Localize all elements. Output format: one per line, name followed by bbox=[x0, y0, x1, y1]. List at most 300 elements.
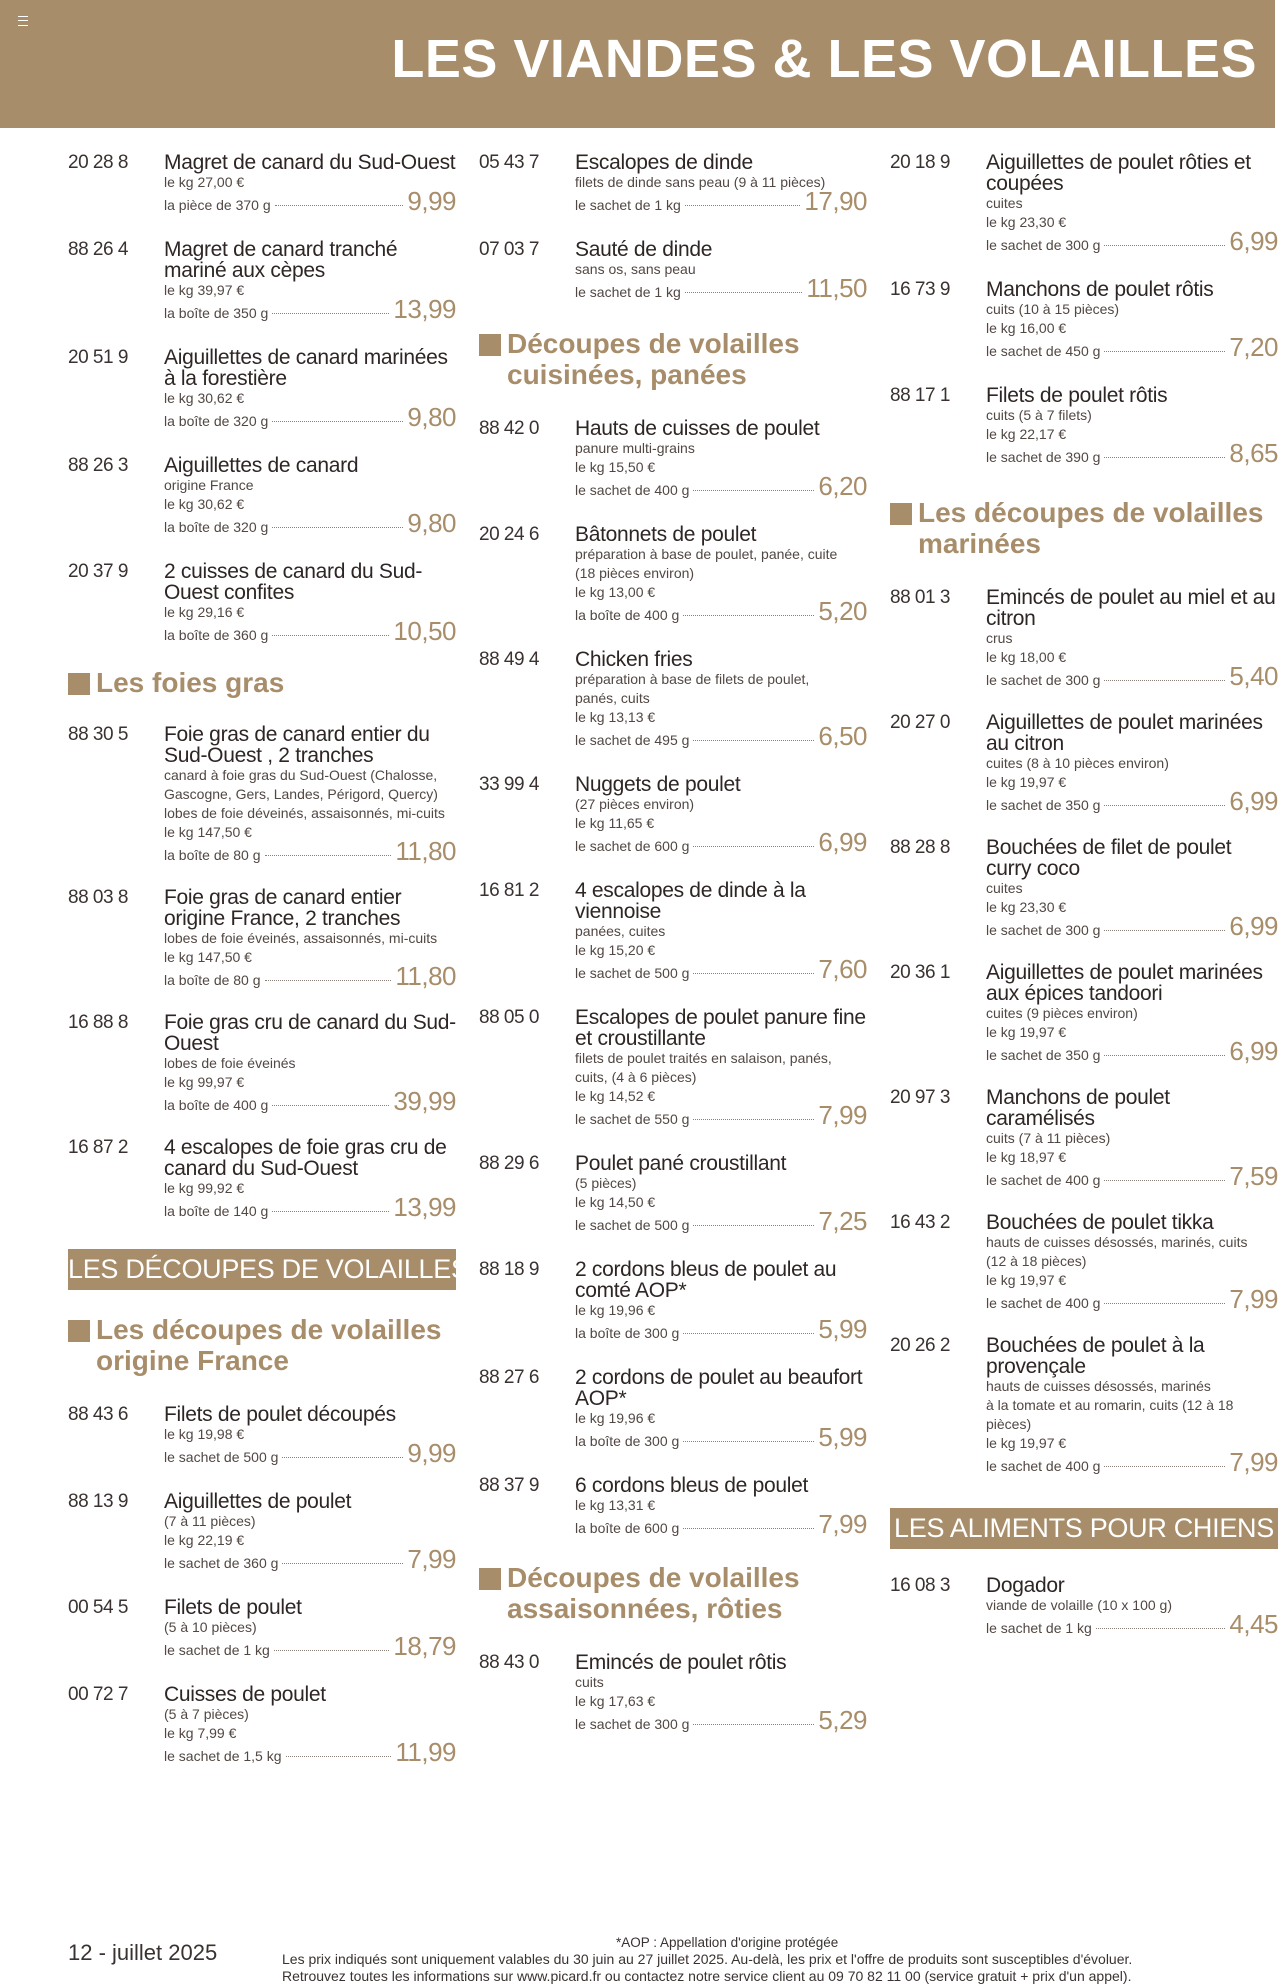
product-unit: la boîte de 300 g bbox=[575, 1325, 680, 1341]
product-detail: le kg 18,97 € bbox=[986, 1149, 1067, 1165]
price-line bbox=[575, 1314, 867, 1344]
product-detail: le kg 15,20 € bbox=[575, 942, 656, 958]
price-line bbox=[164, 1192, 456, 1222]
product-detail: cuits bbox=[575, 1674, 604, 1690]
legal-line-2: Retrouvez toutes les informations sur www.picard.fr ou contactez notre service client au 09 70 82 11 00 (service gratuit + prix d'un appel). bbox=[282, 1968, 1132, 1984]
product-item bbox=[479, 152, 867, 215]
product-price: 7,99 bbox=[818, 1509, 867, 1539]
product-name: 2 cuisses de canard du Sud-Ouest confites bbox=[164, 560, 423, 604]
product-name: Magret de canard du Sud-Ouest bbox=[164, 151, 456, 174]
product-detail: (18 pièces environ) bbox=[575, 565, 695, 581]
page-number: 12 - juillet 2025 bbox=[68, 1940, 218, 1965]
product-code: 00 72 7 bbox=[68, 1684, 128, 1705]
product-detail: le kg 27,00 € bbox=[164, 174, 245, 190]
product-price: 13,99 bbox=[393, 1192, 456, 1222]
product-detail: le kg 22,17 € bbox=[986, 426, 1067, 442]
product-item bbox=[479, 1652, 867, 1734]
product-detail: filets de dinde sans peau (9 à 11 pièces) bbox=[575, 174, 826, 190]
section-square-icon bbox=[68, 673, 90, 695]
product-name: Filets de poulet rôtis bbox=[986, 384, 1168, 407]
product-detail: cuites bbox=[986, 880, 1023, 896]
product-unit: le sachet de 300 g bbox=[986, 237, 1101, 253]
product-code: 88 42 0 bbox=[479, 418, 539, 439]
dot-leader bbox=[1104, 351, 1225, 352]
product-name: Magret de canard tranché mariné aux cèpes bbox=[164, 238, 398, 282]
product-code: 20 26 2 bbox=[890, 1335, 950, 1356]
product-detail: le kg 16,00 € bbox=[986, 320, 1067, 336]
dot-leader bbox=[1104, 457, 1225, 458]
page-header bbox=[0, 0, 1275, 128]
product-name: Filets de poulet découpés bbox=[164, 1403, 396, 1426]
product-detail: le kg 19,96 € bbox=[575, 1302, 656, 1318]
product-unit: le sachet de 1 kg bbox=[575, 284, 681, 300]
product-code: 16 88 8 bbox=[68, 1012, 128, 1033]
product-item bbox=[479, 239, 867, 302]
dot-leader bbox=[693, 1225, 814, 1226]
product-detail: cuites bbox=[986, 195, 1023, 211]
product-code: 16 81 2 bbox=[479, 880, 539, 901]
product-code: 16 08 3 bbox=[890, 1575, 950, 1596]
product-name: Aiguillettes de canard marinées à la forestière bbox=[164, 346, 448, 390]
price-line bbox=[986, 661, 1278, 691]
product-price: 5,99 bbox=[818, 1314, 867, 1344]
product-price: 17,90 bbox=[804, 186, 867, 216]
product-name: 4 escalopes de foie gras cru de canard du Sud-Ouest bbox=[164, 1136, 447, 1180]
product-code: 88 27 6 bbox=[479, 1367, 539, 1388]
product-item bbox=[68, 152, 456, 215]
dot-leader bbox=[265, 980, 392, 981]
product-code: 88 03 8 bbox=[68, 887, 128, 908]
legal-line-1: Les prix indiqués sont uniquement valables du 30 juin au 27 juillet 2025. Au-delà, les prix et l'offre de produits sont susceptibles d'évoluer. bbox=[282, 1951, 1133, 1967]
product-detail: le kg 13,00 € bbox=[575, 584, 656, 600]
product-name: Emincés de poulet au miel et au citron bbox=[986, 586, 1276, 630]
price-line bbox=[575, 827, 867, 857]
dot-leader bbox=[685, 292, 803, 293]
product-unit: la boîte de 320 g bbox=[164, 519, 269, 535]
product-unit: le sachet de 300 g bbox=[575, 1716, 690, 1732]
product-detail: le kg 30,62 € bbox=[164, 390, 245, 406]
section-title-foies-gras: Les foies gras bbox=[68, 667, 456, 698]
product-unit: le sachet de 350 g bbox=[986, 797, 1101, 813]
product-name: Foie gras de canard entier origine France, 2 tranches bbox=[164, 886, 402, 930]
price-line bbox=[164, 961, 456, 991]
dot-leader bbox=[693, 490, 814, 491]
product-name: Bâtonnets de poulet bbox=[575, 523, 757, 546]
product-price: 5,40 bbox=[1229, 661, 1278, 691]
product-item bbox=[890, 152, 1278, 255]
product-detail: (5 à 10 pièces) bbox=[164, 1619, 257, 1635]
price-line bbox=[986, 1609, 1278, 1639]
dot-leader bbox=[282, 1457, 403, 1458]
price-line bbox=[164, 1544, 456, 1574]
product-detail: préparation à base de poulet, panée, cuite bbox=[575, 546, 838, 562]
price-line bbox=[164, 294, 456, 324]
product-price: 9,80 bbox=[407, 508, 456, 538]
product-price: 8,65 bbox=[1229, 438, 1278, 468]
price-line bbox=[164, 1631, 456, 1661]
product-price: 7,25 bbox=[818, 1206, 867, 1236]
product-name: 6 cordons bleus de poulet bbox=[575, 1474, 809, 1497]
product-price: 6,99 bbox=[1229, 911, 1278, 941]
product-unit: la boîte de 320 g bbox=[164, 413, 269, 429]
product-detail: le kg 29,16 € bbox=[164, 604, 245, 620]
product-unit: le sachet de 600 g bbox=[575, 838, 690, 854]
dot-leader bbox=[282, 1563, 403, 1564]
product-detail: le kg 30,62 € bbox=[164, 496, 245, 512]
product-item bbox=[890, 279, 1278, 361]
product-name: Filets de poulet bbox=[164, 1596, 302, 1619]
product-price: 11,80 bbox=[395, 836, 456, 866]
product-unit: le sachet de 300 g bbox=[986, 922, 1101, 938]
column-2 bbox=[479, 152, 867, 1734]
section-title-roties: Découpes de volailles assaisonnées, rôties bbox=[479, 1562, 867, 1624]
aop-footnote: *AOP : Appellation d'origine protégée bbox=[616, 1935, 839, 1950]
product-unit: le sachet de 350 g bbox=[986, 1047, 1101, 1063]
product-code: 20 36 1 bbox=[890, 962, 950, 983]
product-detail: préparation à base de filets de poulet, bbox=[575, 671, 810, 687]
price-line bbox=[575, 186, 867, 216]
product-detail: cuits (10 à 15 pièces) bbox=[986, 301, 1120, 317]
product-detail: lobes de foie déveinés, assaisonnés, mi-cuits bbox=[164, 805, 445, 821]
product-code: 20 97 3 bbox=[890, 1087, 950, 1108]
product-item bbox=[68, 1012, 456, 1115]
product-price: 7,99 bbox=[1229, 1447, 1278, 1477]
dot-leader bbox=[272, 527, 403, 528]
column-3 bbox=[890, 152, 1278, 1638]
product-detail: origine France bbox=[164, 477, 254, 493]
product-detail: le kg 19,97 € bbox=[986, 1272, 1067, 1288]
product-item bbox=[479, 880, 867, 983]
product-code: 07 03 7 bbox=[479, 239, 539, 260]
product-name: Manchons de poulet rôtis bbox=[986, 278, 1214, 301]
price-line bbox=[575, 1206, 867, 1236]
dot-leader bbox=[286, 1756, 392, 1757]
product-detail: canard à foie gras du Sud-Ouest (Chalosse, Gascogne, Gers, Landes, Périgord, Quercy) bbox=[164, 767, 438, 802]
product-price: 11,50 bbox=[806, 273, 867, 303]
product-unit: la boîte de 80 g bbox=[164, 847, 261, 863]
dot-leader bbox=[693, 1119, 814, 1120]
price-line bbox=[986, 786, 1278, 816]
product-name: Cuisses de poulet bbox=[164, 1683, 326, 1706]
product-code: 00 54 5 bbox=[68, 1597, 128, 1618]
product-detail: le kg 39,97 € bbox=[164, 282, 245, 298]
product-item bbox=[68, 455, 456, 537]
product-price: 6,20 bbox=[818, 471, 867, 501]
product-code: 20 51 9 bbox=[68, 347, 128, 368]
section-title-cuisinees: Découpes de volailles cuisinées, panées bbox=[479, 328, 867, 390]
product-code: 33 99 4 bbox=[479, 774, 539, 795]
product-code: 88 13 9 bbox=[68, 1491, 128, 1512]
product-code: 88 49 4 bbox=[479, 649, 539, 670]
product-unit: le sachet de 400 g bbox=[986, 1172, 1101, 1188]
product-item bbox=[68, 561, 456, 645]
dot-leader bbox=[1104, 1180, 1225, 1181]
product-price: 4,45 bbox=[1229, 1609, 1278, 1639]
price-line bbox=[986, 911, 1278, 941]
product-item bbox=[68, 1597, 456, 1660]
product-item bbox=[479, 649, 867, 750]
product-code: 88 28 8 bbox=[890, 837, 950, 858]
dot-leader bbox=[275, 205, 404, 206]
product-name: Hauts de cuisses de poulet bbox=[575, 417, 820, 440]
product-price: 10,50 bbox=[393, 616, 456, 646]
price-line bbox=[986, 438, 1278, 468]
product-unit: le sachet de 550 g bbox=[575, 1111, 690, 1127]
product-detail: hauts de cuisses désossés, marinés, cuits bbox=[986, 1234, 1248, 1250]
product-unit: le sachet de 300 g bbox=[986, 672, 1101, 688]
product-unit: le sachet de 400 g bbox=[575, 482, 690, 498]
product-code: 88 43 6 bbox=[68, 1404, 128, 1425]
product-unit: la boîte de 400 g bbox=[575, 607, 680, 623]
product-code: 88 26 4 bbox=[68, 239, 128, 260]
price-line bbox=[164, 186, 456, 216]
price-line bbox=[575, 954, 867, 984]
product-price: 9,99 bbox=[407, 186, 456, 216]
price-line bbox=[986, 1447, 1278, 1477]
price-line bbox=[164, 616, 456, 646]
price-line bbox=[164, 508, 456, 538]
product-detail: le kg 147,50 € bbox=[164, 949, 252, 965]
product-detail: le kg 19,97 € bbox=[986, 774, 1067, 790]
product-code: 20 27 0 bbox=[890, 712, 950, 733]
dot-leader bbox=[1104, 680, 1225, 681]
product-item bbox=[479, 524, 867, 625]
product-name: Poulet pané croustillant bbox=[575, 1152, 787, 1175]
product-price: 9,80 bbox=[407, 402, 456, 432]
price-line bbox=[986, 1161, 1278, 1191]
product-price: 5,99 bbox=[818, 1422, 867, 1452]
product-code: 20 28 8 bbox=[68, 152, 128, 173]
product-detail: filets de poulet traités en salaison, panés, bbox=[575, 1050, 832, 1066]
price-line bbox=[575, 1100, 867, 1130]
product-unit: le sachet de 450 g bbox=[986, 343, 1101, 359]
product-detail: le kg 99,97 € bbox=[164, 1074, 245, 1090]
product-unit: le sachet de 1 kg bbox=[164, 1642, 270, 1658]
product-item bbox=[68, 887, 456, 990]
product-item bbox=[68, 239, 456, 323]
section-title-marinees: Les découpes de volailles marinées bbox=[890, 497, 1278, 559]
product-price: 6,99 bbox=[1229, 226, 1278, 256]
product-detail: le kg 19,97 € bbox=[986, 1435, 1067, 1451]
dot-leader bbox=[693, 740, 814, 741]
product-price: 7,99 bbox=[818, 1100, 867, 1130]
product-item bbox=[68, 1491, 456, 1573]
product-price: 7,59 bbox=[1229, 1161, 1278, 1191]
product-price: 39,99 bbox=[393, 1086, 456, 1116]
product-name: 4 escalopes de dinde à la viennoise bbox=[575, 879, 806, 923]
product-price: 5,20 bbox=[818, 596, 867, 626]
product-item bbox=[68, 1404, 456, 1467]
product-price: 11,99 bbox=[395, 1737, 456, 1767]
product-name: Manchons de poulet caramélisés bbox=[986, 1086, 1170, 1130]
dot-leader bbox=[1104, 1466, 1225, 1467]
product-detail: cuits, (4 à 6 pièces) bbox=[575, 1069, 697, 1085]
product-unit: le sachet de 500 g bbox=[575, 1217, 690, 1233]
product-item bbox=[68, 1684, 456, 1766]
product-item bbox=[479, 1259, 867, 1343]
product-name: 2 cordons de poulet au beaufort AOP* bbox=[575, 1366, 863, 1410]
product-detail: le kg 13,31 € bbox=[575, 1497, 656, 1513]
product-unit: la boîte de 300 g bbox=[575, 1433, 680, 1449]
dot-leader bbox=[272, 421, 403, 422]
product-detail: le kg 19,98 € bbox=[164, 1426, 245, 1442]
product-detail: (12 à 18 pièces) bbox=[986, 1253, 1087, 1269]
section-title-origine-france: Les découpes de volailles origine France bbox=[68, 1314, 456, 1376]
product-unit: le sachet de 400 g bbox=[986, 1458, 1101, 1474]
product-name: Aiguillettes de poulet marinées au citron bbox=[986, 711, 1263, 755]
section-square-icon bbox=[890, 503, 912, 525]
product-detail: panure multi-grains bbox=[575, 440, 695, 456]
product-price: 13,99 bbox=[393, 294, 456, 324]
product-name: Bouchées de poulet tikka bbox=[986, 1211, 1214, 1234]
product-code: 20 37 9 bbox=[68, 561, 128, 582]
product-code: 88 30 5 bbox=[68, 724, 128, 745]
product-item bbox=[890, 1335, 1278, 1476]
product-item bbox=[890, 385, 1278, 467]
section-square-icon bbox=[479, 334, 501, 356]
price-line bbox=[164, 836, 456, 866]
price-line bbox=[164, 1438, 456, 1468]
dot-leader bbox=[683, 1441, 814, 1442]
product-detail: (5 pièces) bbox=[575, 1175, 637, 1191]
dot-leader bbox=[272, 1105, 389, 1106]
product-detail: le kg 147,50 € bbox=[164, 824, 252, 840]
product-detail: le kg 99,92 € bbox=[164, 1180, 245, 1196]
product-unit: le sachet de 1,5 kg bbox=[164, 1748, 282, 1764]
product-name: Aiguillettes de poulet rôties et coupées bbox=[986, 151, 1251, 195]
band-aliments-chiens: LES ALIMENTS POUR CHIENS bbox=[890, 1508, 1278, 1549]
product-detail: cuits (7 à 11 pièces) bbox=[986, 1130, 1111, 1146]
product-unit: la boîte de 80 g bbox=[164, 972, 261, 988]
product-item bbox=[479, 1367, 867, 1451]
product-item bbox=[479, 1475, 867, 1538]
product-detail: panées, cuites bbox=[575, 923, 666, 939]
product-price: 11,80 bbox=[395, 961, 456, 991]
price-line bbox=[575, 471, 867, 501]
product-code: 88 29 6 bbox=[479, 1153, 539, 1174]
product-price: 6,99 bbox=[1229, 786, 1278, 816]
product-code: 16 87 2 bbox=[68, 1137, 128, 1158]
product-code: 88 43 0 bbox=[479, 1652, 539, 1673]
product-name: Bouchées de poulet à la provençale bbox=[986, 1334, 1205, 1378]
product-code: 16 43 2 bbox=[890, 1212, 950, 1233]
product-detail: le kg 23,30 € bbox=[986, 214, 1067, 230]
product-detail: le kg 18,00 € bbox=[986, 649, 1067, 665]
product-detail: crus bbox=[986, 630, 1013, 646]
dot-leader bbox=[693, 846, 814, 847]
product-unit: la boîte de 360 g bbox=[164, 627, 269, 643]
product-unit: le sachet de 390 g bbox=[986, 449, 1101, 465]
product-detail: le kg 13,13 € bbox=[575, 709, 656, 725]
product-name: Escalopes de dinde bbox=[575, 151, 753, 174]
product-name: Foie gras de canard entier du Sud-Ouest , 2 tranches bbox=[164, 723, 430, 767]
product-price: 6,50 bbox=[818, 721, 867, 751]
product-detail: cuits (5 à 7 filets) bbox=[986, 407, 1092, 423]
product-unit: le sachet de 500 g bbox=[575, 965, 690, 981]
product-code: 05 43 7 bbox=[479, 152, 539, 173]
product-detail: le kg 14,50 € bbox=[575, 1194, 656, 1210]
product-detail: le kg 11,65 € bbox=[575, 815, 655, 831]
product-item bbox=[479, 418, 867, 500]
product-item bbox=[890, 962, 1278, 1065]
dot-leader bbox=[683, 1528, 814, 1529]
dot-leader bbox=[683, 615, 814, 616]
product-name: Chicken fries bbox=[575, 648, 693, 671]
product-price: 18,79 bbox=[393, 1631, 456, 1661]
product-detail: le kg 7,99 € bbox=[164, 1725, 237, 1741]
dot-leader bbox=[1104, 1303, 1225, 1304]
product-item bbox=[890, 712, 1278, 815]
product-name: Aiguillettes de poulet bbox=[164, 1490, 352, 1513]
price-line bbox=[986, 332, 1278, 362]
product-item bbox=[68, 724, 456, 865]
product-detail: lobes de foie éveinés bbox=[164, 1055, 296, 1071]
product-item bbox=[479, 1153, 867, 1235]
product-price: 6,99 bbox=[1229, 1036, 1278, 1066]
product-code: 88 05 0 bbox=[479, 1007, 539, 1028]
product-code: 88 18 9 bbox=[479, 1259, 539, 1280]
dot-leader bbox=[1104, 805, 1225, 806]
product-detail: le kg 19,97 € bbox=[986, 1024, 1067, 1040]
product-item bbox=[68, 1137, 456, 1221]
product-item bbox=[890, 1212, 1278, 1313]
product-item bbox=[890, 837, 1278, 940]
price-line bbox=[164, 402, 456, 432]
dot-leader bbox=[272, 1211, 389, 1212]
product-name: Escalopes de poulet panure fine et croustillante bbox=[575, 1006, 866, 1050]
product-detail: le kg 23,30 € bbox=[986, 899, 1067, 915]
price-line bbox=[575, 721, 867, 751]
product-detail: (7 à 11 pièces) bbox=[164, 1513, 256, 1529]
price-line bbox=[164, 1737, 456, 1767]
column-1 bbox=[68, 151, 469, 1767]
product-name: Nuggets de poulet bbox=[575, 773, 741, 796]
dot-leader bbox=[685, 205, 801, 206]
dot-leader bbox=[1104, 1055, 1225, 1056]
product-item bbox=[479, 1007, 867, 1129]
price-line bbox=[986, 226, 1278, 256]
dot-leader bbox=[274, 1650, 390, 1651]
product-name: 2 cordons bleus de poulet au comté AOP* bbox=[575, 1258, 837, 1302]
product-code: 16 73 9 bbox=[890, 279, 950, 300]
product-item bbox=[890, 587, 1278, 690]
product-item bbox=[68, 347, 456, 431]
dot-leader bbox=[272, 313, 389, 314]
dot-leader bbox=[1096, 1628, 1226, 1629]
price-line bbox=[575, 1509, 867, 1539]
product-price: 7,20 bbox=[1229, 332, 1278, 362]
band-decoupes-volailles: LES DÉCOUPES DE VOLAILLES bbox=[68, 1249, 456, 1290]
product-detail: lobes de foie éveinés, assaisonnés, mi-cuits bbox=[164, 930, 438, 946]
section-square-icon bbox=[68, 1320, 90, 1342]
product-unit: la boîte de 600 g bbox=[575, 1520, 680, 1536]
price-line bbox=[164, 1086, 456, 1116]
product-detail: le kg 15,50 € bbox=[575, 459, 656, 475]
dot-leader bbox=[272, 635, 389, 636]
product-name: Aiguillettes de canard bbox=[164, 454, 359, 477]
product-detail: cuites (9 pièces environ) bbox=[986, 1005, 1138, 1021]
dot-leader bbox=[683, 1333, 814, 1334]
price-line bbox=[575, 273, 867, 303]
product-detail: (5 à 7 pièces) bbox=[164, 1706, 249, 1722]
section-square-icon bbox=[479, 1568, 501, 1590]
menu-icon[interactable] bbox=[18, 16, 28, 26]
product-detail: le kg 14,52 € bbox=[575, 1088, 656, 1104]
product-price: 6,99 bbox=[818, 827, 867, 857]
dot-leader bbox=[693, 1724, 814, 1725]
product-unit: le sachet de 1 kg bbox=[575, 197, 681, 213]
dot-leader bbox=[693, 973, 814, 974]
